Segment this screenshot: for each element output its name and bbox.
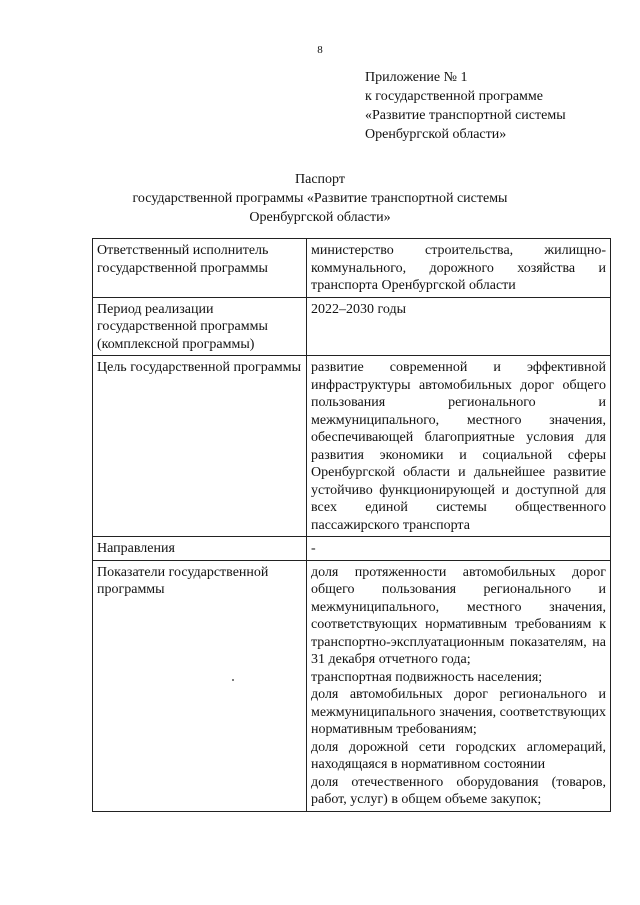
row-label: Период реализации государственной программы (комплексной программы) bbox=[93, 297, 307, 356]
indicators-list bbox=[307, 560, 611, 811]
passport-table bbox=[92, 238, 611, 812]
title-line: Оренбургской области» bbox=[249, 210, 391, 225]
indicator-item: доля автомобильных дорог регионального и межмуниципального значения, соответствующих нормативным требованиям; bbox=[311, 687, 606, 737]
table-row bbox=[93, 537, 611, 561]
title-line: Паспорт bbox=[295, 172, 345, 187]
appendix-line: «Развитие транспортной системы bbox=[365, 108, 566, 123]
row-label: Направления bbox=[93, 537, 307, 561]
appendix-line: Приложение № 1 bbox=[365, 70, 468, 85]
indicator-item: доля отечественного оборудования (товаров, работ, услуг) в общем объеме закупок; bbox=[311, 774, 606, 807]
row-label: Показатели государственной программы bbox=[93, 560, 307, 811]
row-label: Цель государственной программы bbox=[93, 356, 307, 537]
table-row bbox=[93, 356, 611, 537]
indicator-item: доля протяженности автомобильных дорог общего пользования регионального и межмуниципального, местного значения, соответствующих нормативным требованиям к транспортно-эксплуатационным показателям, на 31 декабря отчетного года; bbox=[311, 564, 606, 667]
scan-speck bbox=[232, 679, 234, 681]
table-row bbox=[93, 239, 611, 298]
document-title bbox=[0, 170, 640, 227]
indicator-item: транспортная подвижность населения; bbox=[311, 669, 543, 685]
table-row bbox=[93, 297, 611, 356]
row-value: - bbox=[307, 537, 611, 561]
indicator-item: доля дорожной сети городских агломераций, находящаяся в нормативном состоянии bbox=[311, 739, 606, 772]
row-label: Ответственный исполнитель государственной программы bbox=[93, 239, 307, 298]
row-value: 2022–2030 годы bbox=[307, 297, 611, 356]
appendix-line: Оренбургской области» bbox=[365, 127, 507, 142]
title-line: государственной программы «Развитие транспортной системы bbox=[132, 191, 508, 206]
appendix-line: к государственной программе bbox=[365, 89, 543, 104]
table-row bbox=[93, 560, 611, 811]
row-value: министерство строительства, жилищно-коммунального, дорожного хозяйства и транспорта Оренбургской области bbox=[307, 239, 611, 298]
row-value: развитие современной и эффективной инфраструктуры автомобильных дорог общего пользования регионального и межмуниципального, местного значения, обеспечивающей благоприятные условия для развития экономики и социальной сферы Оренбургской области и дальнейшее развитие устойчиво функционирующей и доступной для всех единой системы общественного пассажирского транспорта bbox=[307, 356, 611, 537]
appendix-heading bbox=[365, 68, 566, 144]
page-number: 8 bbox=[317, 44, 323, 56]
